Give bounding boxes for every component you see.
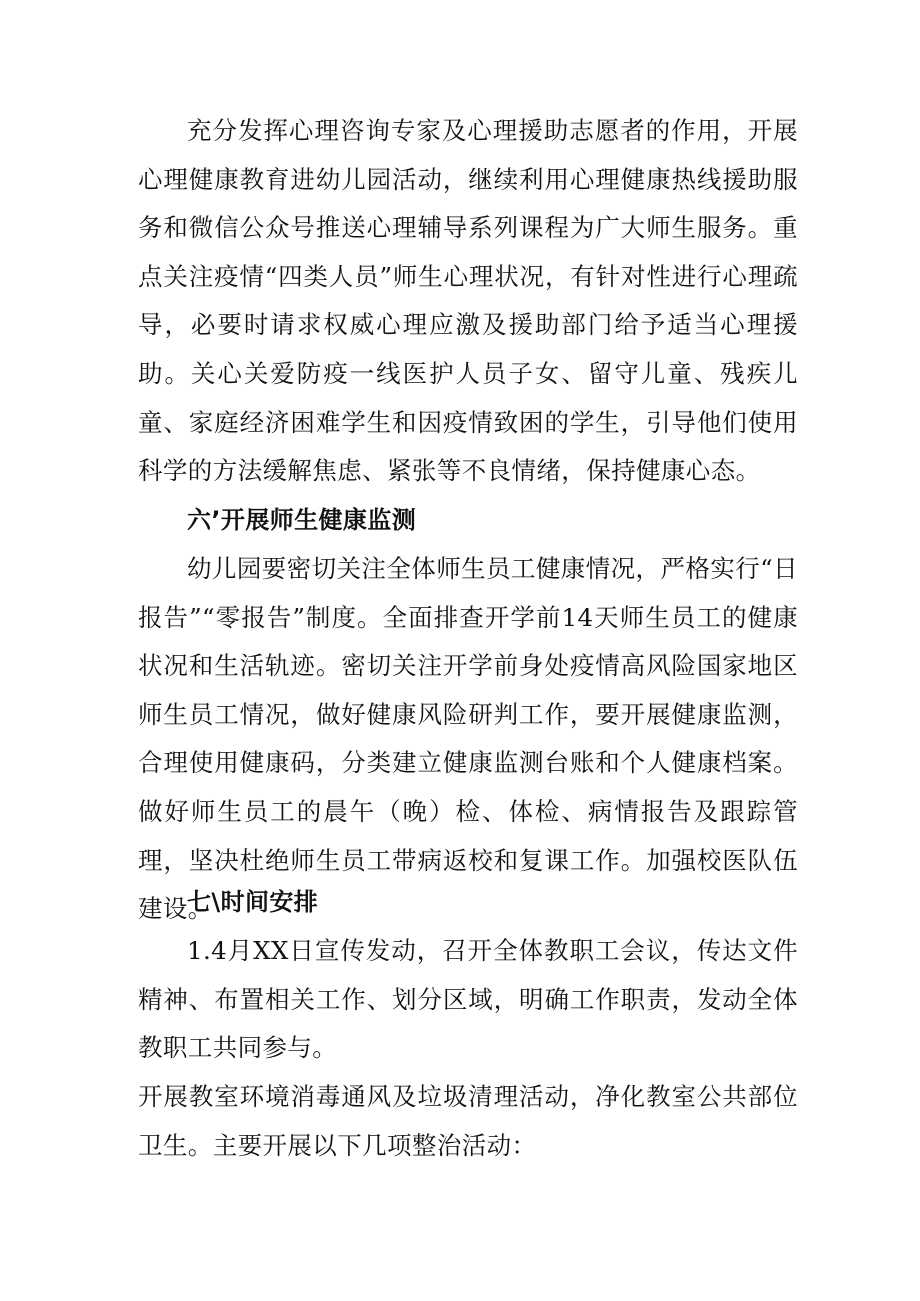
section-heading-schedule: 七\时间安排	[187, 888, 319, 916]
paragraph-psychological-support: 充分发挥心理咨询专家及心理援助志愿者的作用，开展心理健康教育进幼儿园活动，继续利用心理健康热线援助服务和微信公众号推送心理辅导系列课程为广大师生服务。重点关注疫情“四类人员”师生心理状况，有针对性进行心理疏导，必要时请求权威心理应激及援助部门给予适当心理援助。关心关爱防疫一线医护人员子女、留守儿童、残疾儿童、家庭经济困难学生和因疫情致困的学生，引导他们使用科学的方法缓解焦虑、紧张等不良情绪，保持健康心态。	[138, 116, 798, 486]
paragraph-schedule-step-1: 1.4月XX日宣传发动，召开全体教职工会议，传达文件精神、布置相关工作、划分区域，明确工作职责，发动全体教职工共同参与。	[138, 936, 798, 1063]
paragraph-disinfection-activities: 开展教室环境消毒通风及垃圾清理活动，净化教室公共部位卫生。主要开展以下几项整治活动：	[138, 1082, 798, 1160]
paragraph-health-monitoring: 幼儿园要密切关注全体师生员工健康情况，严格实行“日报告”“零报告”制度。全面排查开学前14天师生员工的健康状况和生活轨迹。密切关注开学前身处疫情高风险国家地区师生员工情况，做好健康风险研判工作，要开展健康监测，合理使用健康码，分类建立健康监测台账和个人健康档案。做好师生员工的晨午（晚）检、体检、病情报告及跟踪管理，坚决杜绝师生员工带病返校和复课工作。加强校医队伍建设。	[138, 554, 798, 924]
section-heading-health-monitoring: 六’开展师生健康监测	[187, 506, 417, 534]
